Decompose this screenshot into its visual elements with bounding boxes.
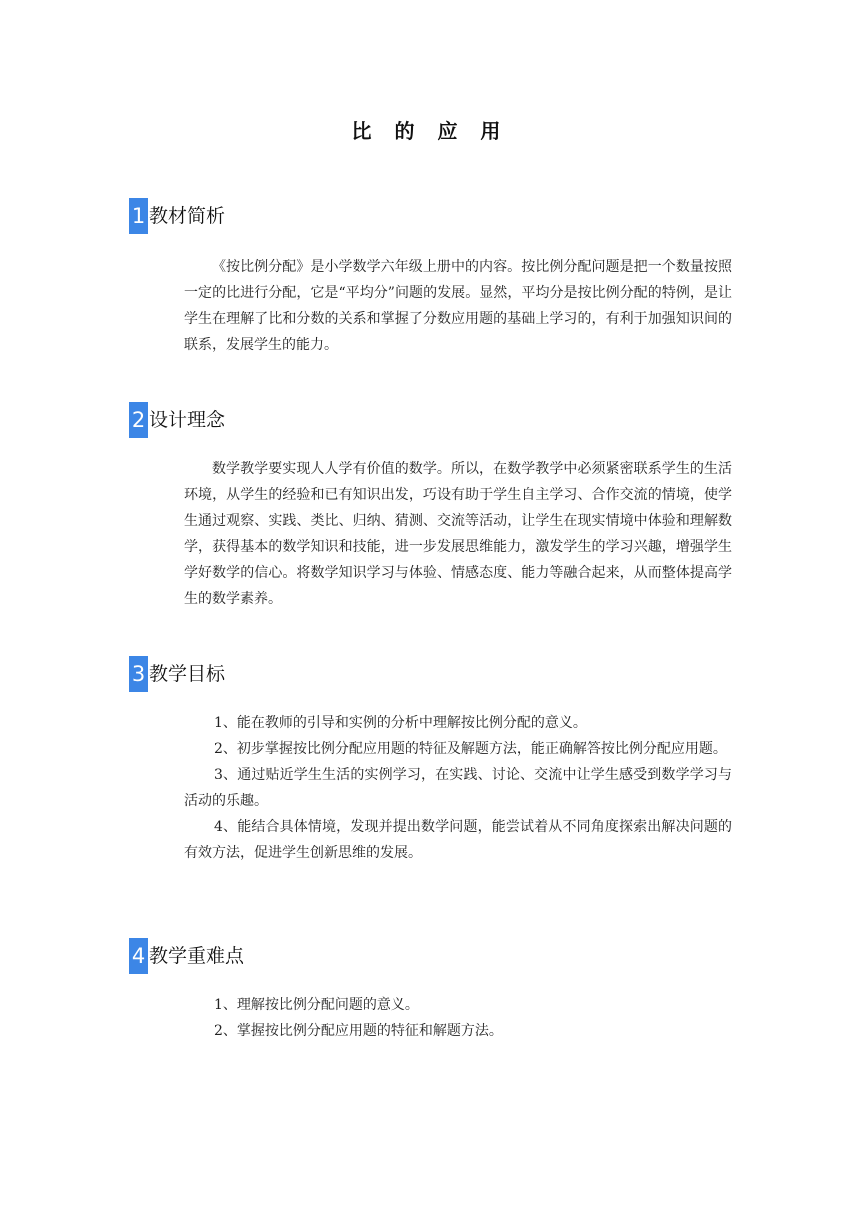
section-number-badge: 3 (129, 656, 148, 692)
list-item: 4、能结合具体情境，发现并提出数学问题，能尝试着从不同角度探索出解决问题的有效方法，促进学生创新思维的发展。 (184, 819, 732, 861)
section-heading-1 (129, 198, 225, 234)
page-title: 比 的 应 用 (351, 119, 509, 143)
key-points-list (184, 992, 732, 1044)
section-title: 教学重难点 (149, 945, 245, 967)
section-title: 教学目标 (149, 663, 226, 685)
section-paragraph-2: 数学教学要实现人人学有价值的数学。所以，在数学教学中必须紧密联系学生的生活环境，从学生的经验和已有知识出发，巧设有助于学生自主学习、合作交流的情境，使学生通过观察、实践、类比、归纳、猜测、交流等活动，让学生在现实情境中体验和理解数学，获得基本的数学知识和技能，进一步发展思维能力，激发学生的学习兴趣，增强学生学好数学的信心。将数学知识学习与体验、情感态度、能力等融合起来，从而整体提高学生的数学素养。 (184, 461, 732, 607)
section-heading-2 (129, 402, 225, 438)
list-item: 2、初步掌握按比例分配应用题的特征及解题方法，能正确解答按比例分配应用题。 (214, 741, 727, 757)
section-title: 设计理念 (149, 409, 226, 431)
list-item: 3、通过贴近学生生活的实例学习，在实践、讨论、交流中让学生感受到数学学习与活动的乐趣。 (184, 767, 732, 809)
section-heading-3 (129, 656, 225, 692)
list-item: 1、理解按比例分配问题的意义。 (214, 997, 419, 1013)
list-item: 2、掌握按比例分配应用题的特征和解题方法。 (214, 1023, 503, 1039)
section-heading-4 (129, 938, 244, 974)
section-number-badge: 4 (129, 938, 148, 974)
section-number-badge: 1 (129, 198, 148, 234)
section-title: 教材简析 (149, 205, 226, 227)
section-number-badge: 2 (129, 402, 148, 438)
section-paragraph-1: 《按比例分配》是小学数学六年级上册中的内容。按比例分配问题是把一个数量按照一定的比进行分配，它是“平均分”问题的发展。显然，平均分是按比例分配的特例，是让学生在理解了比和分数的关系和掌握了分数应用题的基础上学习的，有利于加强知识间的联系，发展学生的能力。 (184, 259, 732, 353)
list-item: 1、能在教师的引导和实例的分析中理解按比例分配的意义。 (214, 715, 587, 731)
objectives-list (184, 710, 732, 866)
